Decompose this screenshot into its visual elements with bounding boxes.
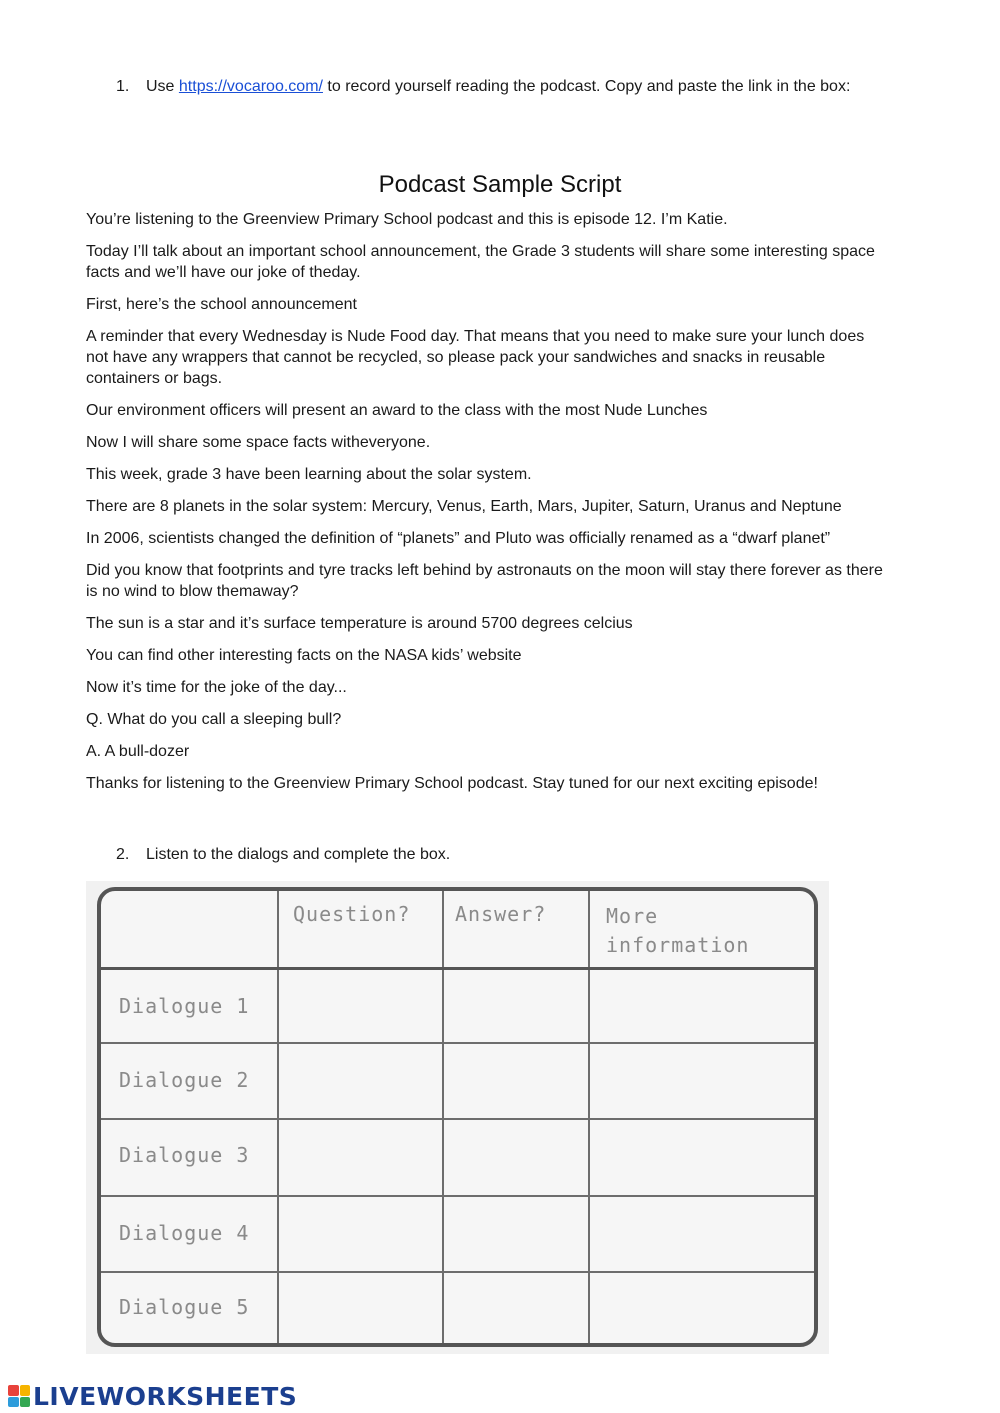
joke-answer: A. A bull-dozer bbox=[86, 743, 190, 760]
logo-text: LIVEWORKSHEETS bbox=[33, 1381, 298, 1411]
dialogue-table bbox=[97, 887, 818, 1347]
header-more: More bbox=[606, 904, 659, 928]
logo-mark-icon bbox=[8, 1385, 30, 1407]
instruction-2-text: Listen to the dialogs and complete the box. bbox=[146, 846, 451, 863]
dialogue-4-answer-cell[interactable] bbox=[444, 1197, 588, 1271]
dialogue-3-question-cell[interactable] bbox=[279, 1120, 442, 1195]
header-answer: Answer? bbox=[455, 902, 547, 926]
logo-square bbox=[20, 1385, 31, 1396]
vocaroo-link[interactable]: https://vocaroo.com/ bbox=[178, 78, 323, 95]
dialogue-2-answer-cell[interactable] bbox=[444, 1044, 588, 1118]
script-paragraph: Did you know that footprints and tyre tracks left behind by astronauts on the moon will stay there forever as there is no wind to blow themaway? bbox=[86, 562, 883, 600]
dialogue-3-info-cell[interactable] bbox=[590, 1120, 810, 1195]
script-paragraph: There are 8 planets in the solar system: Mercury, Venus, Earth, Mars, Jupiter, Saturn, Uranus and Neptune bbox=[86, 498, 842, 515]
dialogue-5-info-cell[interactable] bbox=[590, 1273, 810, 1339]
dialogue-1-answer-cell[interactable] bbox=[444, 970, 588, 1042]
script-paragraph: Our environment officers will present an award to the class with the most Nude Lunches bbox=[86, 402, 708, 419]
script-paragraph: Today I’ll talk about an important school announcement, the Grade 3 students will share some interesting space facts and we’ll have our joke of theday. bbox=[86, 243, 875, 281]
instruction-1-number: 1. bbox=[116, 78, 130, 95]
page-title: Podcast Sample Script bbox=[378, 171, 622, 198]
instruction-1-prefix: Use bbox=[146, 78, 179, 95]
dialogue-4-info-cell[interactable] bbox=[590, 1197, 810, 1271]
dialogue-3-answer-cell[interactable] bbox=[444, 1120, 588, 1195]
dialogue-1-question-cell[interactable] bbox=[279, 970, 442, 1042]
script-paragraph: A reminder that every Wednesday is Nude Food day. That means that you need to make sure your lunch does not have any wrappers that cannot be recycled, so please pack your sandwiches and snacks in reusable containers or bags. bbox=[86, 328, 865, 387]
script-paragraph: The sun is a star and it’s surface temperature is around 5700 degrees celcius bbox=[86, 615, 633, 632]
podcast-script bbox=[86, 209, 886, 805]
row-label-dialogue-1: Dialogue 1 bbox=[119, 994, 250, 1018]
joke-question: Q. What do you call a sleeping bull? bbox=[86, 711, 342, 728]
header-question: Question? bbox=[293, 902, 411, 926]
row-label-dialogue-4: Dialogue 4 bbox=[119, 1221, 250, 1245]
dialogue-4-question-cell[interactable] bbox=[279, 1197, 442, 1271]
dialogue-2-info-cell[interactable] bbox=[590, 1044, 810, 1118]
logo-square bbox=[8, 1397, 19, 1408]
script-paragraph: You’re listening to the Greenview Primary School podcast and this is episode 12. I’m Katie. bbox=[86, 211, 728, 228]
dialogue-5-answer-cell[interactable] bbox=[444, 1273, 588, 1339]
header-information: information bbox=[606, 933, 750, 957]
script-paragraph: In 2006, scientists changed the definition of “planets” and Pluto was officially renamed as a “dwarf planet” bbox=[86, 530, 831, 547]
script-paragraph: This week, grade 3 have been learning about the solar system. bbox=[86, 466, 532, 483]
instruction-2-number: 2. bbox=[116, 846, 130, 863]
script-paragraph: First, here’s the school announcement bbox=[86, 296, 357, 313]
script-paragraph: Thanks for listening to the Greenview Primary School podcast. Stay tuned for our next exciting episode! bbox=[86, 775, 818, 792]
logo-square bbox=[8, 1385, 19, 1396]
script-paragraph: Now I will share some space facts witheveryone. bbox=[86, 434, 431, 451]
instruction-1-suffix: to record yourself reading the podcast. Copy and paste the link in the box: bbox=[322, 78, 851, 95]
row-label-dialogue-5: Dialogue 5 bbox=[119, 1295, 250, 1319]
row-label-dialogue-2: Dialogue 2 bbox=[119, 1068, 250, 1092]
dialogue-5-question-cell[interactable] bbox=[279, 1273, 442, 1339]
liveworksheets-logo bbox=[8, 1381, 297, 1411]
script-paragraph: You can find other interesting facts on the NASA kids’ website bbox=[86, 647, 522, 664]
row-label-dialogue-3: Dialogue 3 bbox=[119, 1143, 250, 1167]
instruction-1-text bbox=[146, 76, 886, 98]
dialogue-1-info-cell[interactable] bbox=[590, 970, 810, 1042]
logo-square bbox=[20, 1397, 31, 1408]
script-paragraph: Now it’s time for the joke of the day... bbox=[86, 679, 347, 696]
dialogue-2-question-cell[interactable] bbox=[279, 1044, 442, 1118]
dialogue-table-image bbox=[86, 881, 829, 1354]
